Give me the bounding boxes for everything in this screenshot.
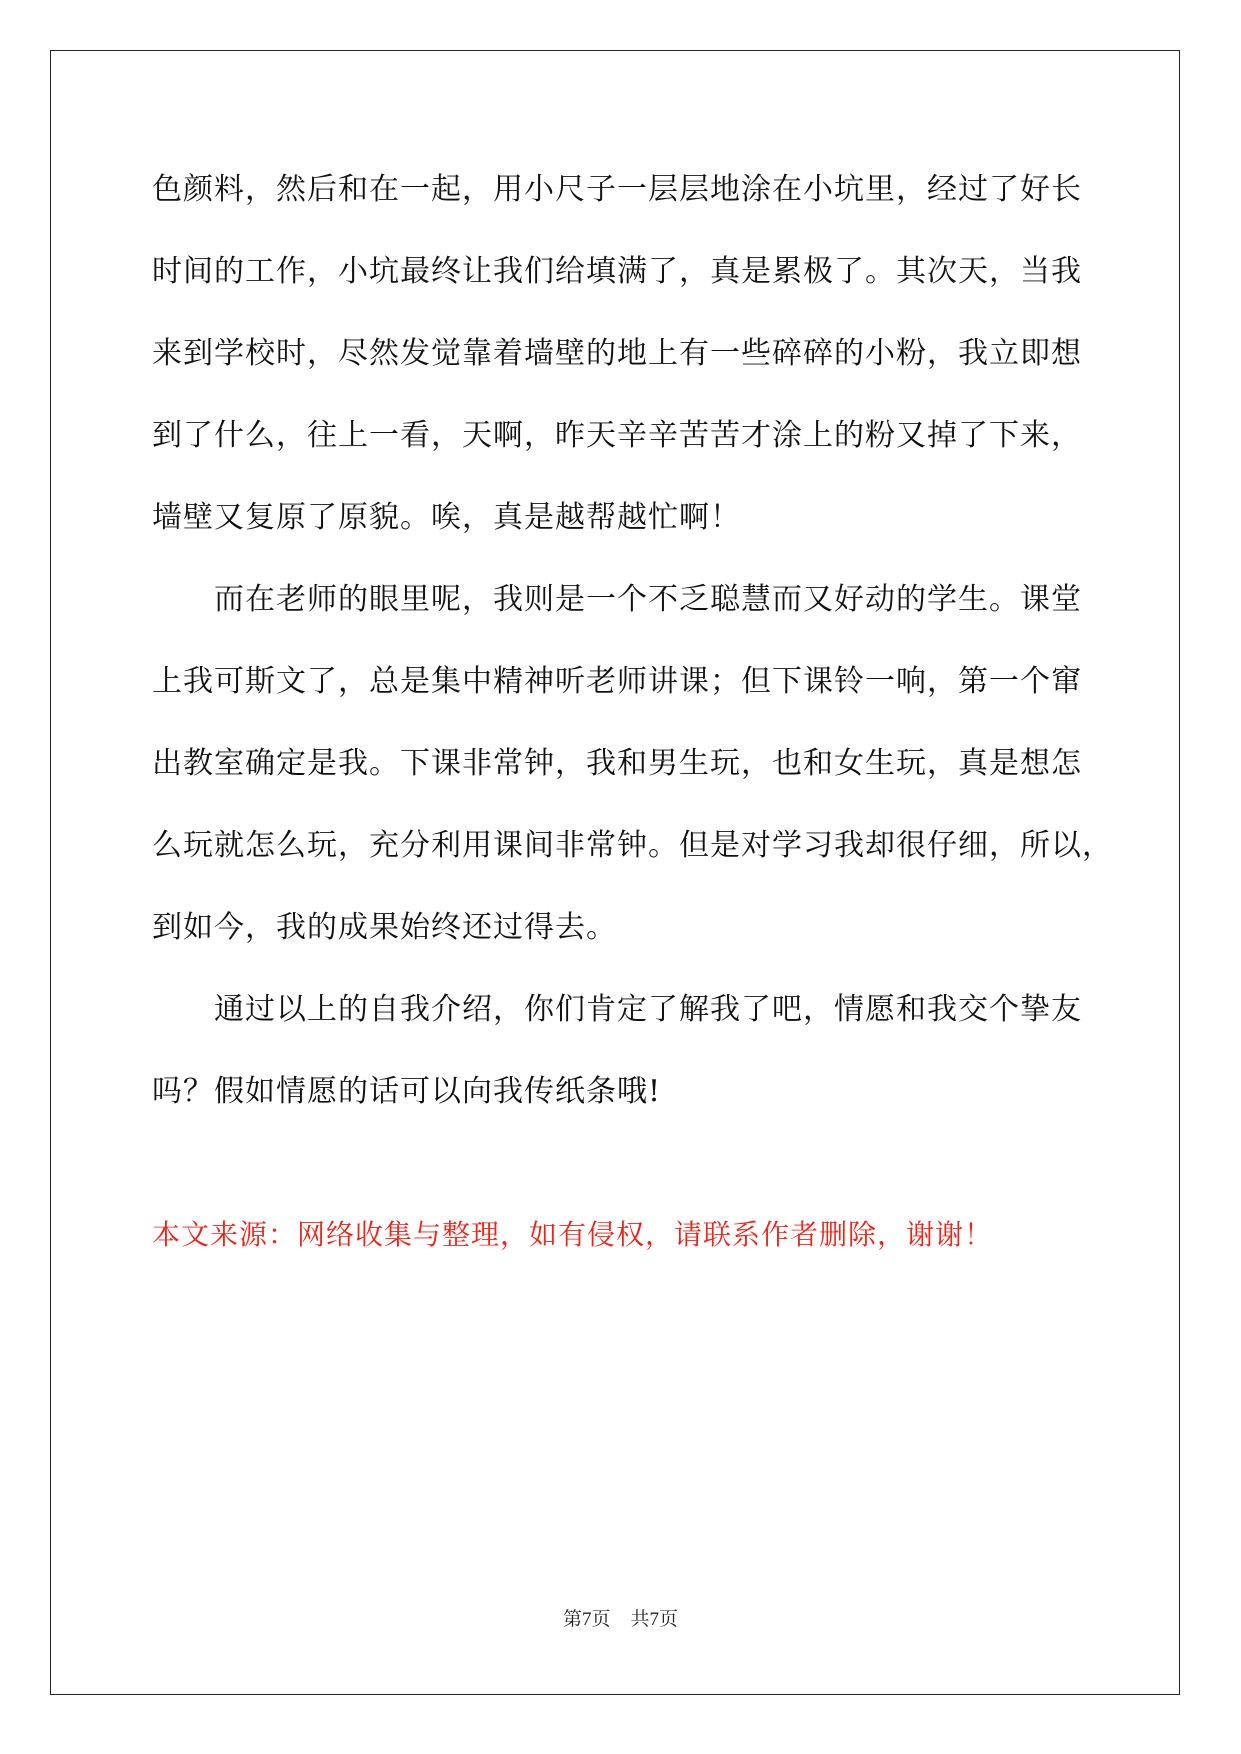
text-line: 到了什么，往上一看，天啊，昨天辛辛苦苦才涂上的粉又掉了下来， bbox=[152, 418, 1082, 453]
text-line: 来到学校时，尽然发觉靠着墙壁的地上有一些碎碎的小粉，我立即想 bbox=[152, 336, 1082, 371]
text-line: 到如今，我的成果始终还过得去。 bbox=[152, 910, 617, 945]
page-footer bbox=[0, 1607, 1241, 1633]
text-line: 出教室确定是我。下课非常钟，我和男生玩，也和女生玩，真是想怎 bbox=[152, 746, 1082, 781]
source-note: 本文来源：网络收集与整理，如有侵权，请联系作者删除，谢谢！ bbox=[152, 1218, 994, 1251]
paragraph-first-line: 通过以上的自我介绍，你们肯定了解我了吧，情愿和我交个挚友 bbox=[214, 992, 1082, 1027]
text-line: 上我可斯文了，总是集中精神听老师讲课；但下课铃一响，第一个窜 bbox=[152, 664, 1082, 699]
text-line: 墙壁又复原了原貌。唉，真是越帮越忙啊！ bbox=[152, 500, 741, 535]
page-number-current: 第7页 bbox=[562, 1609, 611, 1630]
text-line: 吗？假如情愿的话可以向我传纸条哦! bbox=[152, 1074, 662, 1109]
text-line: 么玩就怎么玩，充分利用课间非常钟。但是对学习我却很仔细，所以， bbox=[152, 828, 1113, 863]
paragraph-first-line: 而在老师的眼里呢，我则是一个不乏聪慧而又好动的学生。课堂 bbox=[214, 582, 1082, 617]
document-body bbox=[152, 160, 1113, 1144]
text-line: 时间的工作，小坑最终让我们给填满了，真是累极了。其次天，当我 bbox=[152, 254, 1082, 289]
page-number-total: 共7页 bbox=[630, 1609, 679, 1630]
text-line: 色颜料，然后和在一起，用小尺子一层层地涂在小坑里，经过了好长 bbox=[152, 172, 1082, 207]
